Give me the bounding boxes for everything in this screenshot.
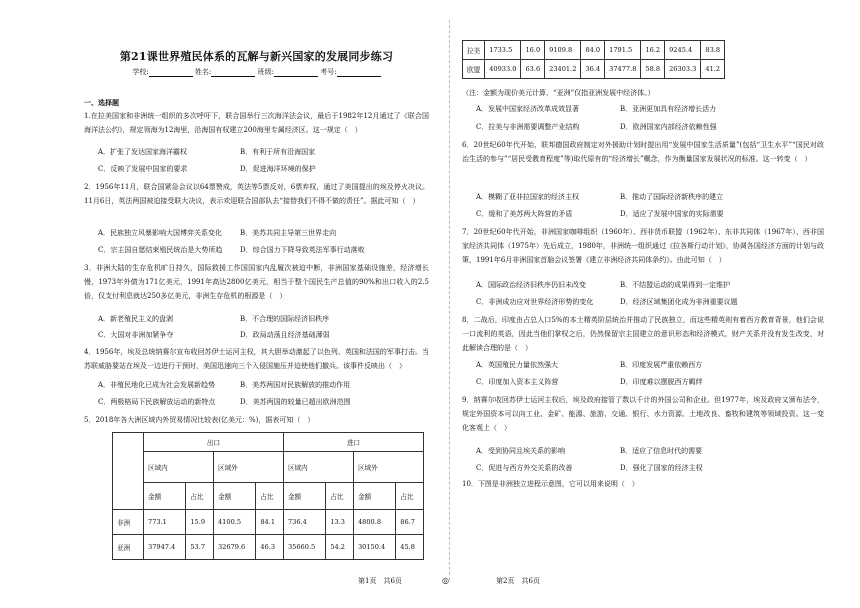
question-10: 10．下图是非洲独立进程示意图，它可以用来说明（ ） bbox=[462, 480, 639, 488]
page-number-right: 第2页 共6页 bbox=[496, 577, 540, 585]
table-row bbox=[113, 510, 424, 535]
class-label: 班级: bbox=[257, 68, 274, 76]
table-cell: 13.3 bbox=[326, 510, 354, 535]
header-import-outer: 区域外 bbox=[353, 452, 423, 483]
class-field[interactable] bbox=[274, 68, 318, 77]
table-note: （注：金额为现价美元计算，“亚洲”仅指亚洲发展中经济体。） bbox=[462, 89, 655, 97]
q6-option-c[interactable]: C．缓和了美苏两大阵营的矛盾 bbox=[476, 210, 573, 218]
page-divider bbox=[449, 20, 450, 580]
q5-option-d[interactable]: D．欧洲国家内部经济依赖性强 bbox=[620, 123, 717, 131]
section-heading: 一、选择题 bbox=[84, 98, 119, 107]
q3-option-c[interactable]: C．大国对非洲加紧争夺 bbox=[98, 331, 174, 339]
q8-option-d[interactable]: D．印度难以摆脱西方羁绊 bbox=[620, 378, 703, 386]
table-cell: 40933.0 bbox=[485, 60, 521, 79]
q1-option-d[interactable]: D．促进海洋环境的保护 bbox=[240, 165, 316, 173]
page-title: 第21课世界殖民体系的瓦解与新兴国家的发展同步练习 bbox=[119, 50, 394, 63]
name-field[interactable] bbox=[211, 68, 255, 77]
q2-option-d[interactable]: D．综合国力下降导致英法军事行动落败 bbox=[240, 246, 365, 254]
header-amount: 金额 bbox=[144, 483, 186, 510]
q7-option-b[interactable]: B．不结盟运动的成果得到一定维护 bbox=[620, 281, 731, 289]
header-amount: 金额 bbox=[213, 483, 255, 510]
table-cell: 1791.5 bbox=[605, 41, 641, 60]
question-3: 3．非洲大陆的生存危机旷日持久，国际救援工作国国家内乱履次被迫中断，非洲国家基础设施差，经济增长慢，1973年外债为171亿美元，1991年高达2800亿美元，相当于整个国民生产总值的90%和出口收入的2.5倍，仅支付利息就达250多亿美元，非洲生存危机的根源是（ ） bbox=[84, 264, 429, 301]
q4-option-d[interactable]: D．美苏两国的较量已超出欧洲范围 bbox=[240, 398, 351, 406]
table-cell: 41.2 bbox=[701, 60, 725, 79]
table-cell: 37477.8 bbox=[605, 60, 641, 79]
question-9: 9．纳赛尔收回苏伊士运河主权后，埃及政府接管了数以千计的外国公司和企业。但1977年，埃及政府又颁布法令，规定外国资本可以向工业、金矿、能源、旅游、交通、银行、水力资源、土地改良、畜牧和建筑等领域投资。这一变化客观上（ ） bbox=[462, 396, 824, 433]
school-label: 学校: bbox=[132, 68, 149, 76]
question-2: 2．1956年11月，联合国紧急会议以64票赞成，英法等5票反对，6票弃权，通过了美国提出的埃及停火决议。11月6日，英法两国被迫接受联大决议，表示欢迎联合国部队去“接替我们不得不做的责任”。据此可知（ ） bbox=[84, 183, 429, 206]
exam-no-label: 考号: bbox=[320, 68, 337, 76]
header-share: 占比 bbox=[256, 483, 284, 510]
q3-option-b[interactable]: B．不合理的国际经济旧秩序 bbox=[240, 315, 330, 323]
table-row bbox=[113, 535, 424, 560]
table-cell: 亚洲 bbox=[113, 535, 144, 560]
table-cell: 拉美 bbox=[463, 41, 485, 60]
table-cell: 86.7 bbox=[396, 510, 424, 535]
name-label: 姓名: bbox=[195, 68, 212, 76]
table-cell: 46.3 bbox=[256, 535, 284, 560]
page-number-left: 第1页 共6页 bbox=[358, 577, 402, 585]
header-import: 进口 bbox=[283, 433, 423, 452]
trade-table bbox=[112, 432, 424, 560]
table-cell: 63.6 bbox=[521, 60, 545, 79]
table-cell: 773.1 bbox=[144, 510, 186, 535]
header-amount: 金额 bbox=[353, 483, 395, 510]
q9-option-a[interactable]: A．受到协同且埃关系的影响 bbox=[476, 447, 566, 455]
table-cell: 26303.3 bbox=[665, 60, 701, 79]
table-cell: 32679.6 bbox=[213, 535, 255, 560]
table-cell: 45.8 bbox=[396, 535, 424, 560]
q7-option-a[interactable]: A．国际政治经济旧秩序仍旧未改变 bbox=[476, 281, 587, 289]
exam-no-field[interactable] bbox=[337, 68, 381, 77]
q4-option-b[interactable]: B．美苏两国对民族解放的推动作用 bbox=[240, 381, 351, 389]
school-field[interactable] bbox=[149, 68, 193, 77]
table-cell: 1733.5 bbox=[485, 41, 521, 60]
q3-option-a[interactable]: A．新老殖民主义的盘剥 bbox=[98, 315, 174, 323]
q3-option-d[interactable]: D．政局动荡且经济基础薄弱 bbox=[240, 331, 330, 339]
q1-option-c[interactable]: C．反映了发展中国家的要求 bbox=[98, 165, 188, 173]
q4-option-c[interactable]: C．两极格局下民族解放运动的新特点 bbox=[98, 398, 216, 406]
student-info bbox=[84, 67, 429, 77]
table-cell: 83.8 bbox=[701, 41, 725, 60]
header-import-inner: 区域内 bbox=[283, 452, 353, 483]
table-cell: 16.0 bbox=[521, 41, 545, 60]
binder-mark: ◎ bbox=[442, 576, 449, 585]
q5-option-b[interactable]: B．亚洲更加具有经济增长活力 bbox=[620, 105, 717, 113]
q5-option-c[interactable]: C．拉美与非洲需要调整产业结构 bbox=[476, 123, 580, 131]
q8-option-c[interactable]: C．印度加入资本主义阵营 bbox=[476, 378, 559, 386]
table-cell: 23401.2 bbox=[545, 60, 581, 79]
table-corner bbox=[113, 433, 144, 510]
table-cell: 36.4 bbox=[581, 60, 605, 79]
q1-option-a[interactable]: A．扩张了发达国家海洋霸权 bbox=[98, 148, 188, 156]
header-export-inner: 区域内 bbox=[144, 452, 214, 483]
header-export: 出口 bbox=[144, 433, 284, 452]
table-cell: 9245.4 bbox=[665, 41, 701, 60]
question-5: 5．2018年各大洲区域内外贸易情况比较表(亿美元：%)，据表可知（ ） bbox=[84, 416, 315, 424]
question-7: 7．20世纪60年代开始，非洲国家咖啡组织（1960年）、西非货币联盟（1962年）、东非共同体（1967年）、西非国家经济共同体（1975年）先后成立，1980年，非洲统一组织通过《拉各斯行动计划》，协调各国经济方面的计划与政策，1991年6月非洲国家首脑会议签署《建立非洲经济共同体条约》。由此可知（ ） bbox=[462, 228, 824, 265]
q4-option-a[interactable]: A．非殖民地化已成为社会发展新趋势 bbox=[98, 381, 216, 389]
table-cell: 非洲 bbox=[113, 510, 144, 535]
question-6: 6．20世纪60年代开始，联邦德国政府制定对外援助计划时提出用“发展中国家生活质量”(包括“卫生水平”“国民对政治生活的参与”“居民受教育程度”等)取代原有的“经济增长”概念，作为衡量国家发展状况的标准。这一转变（ ） bbox=[462, 141, 824, 164]
table-cell: 54.2 bbox=[326, 535, 354, 560]
table-cell: 35660.5 bbox=[283, 535, 325, 560]
q2-option-c[interactable]: C．宗主国自愿结束殖民统治是大势所趋 bbox=[98, 246, 223, 254]
table-cell: 53.7 bbox=[186, 535, 214, 560]
table-cell: 欧盟 bbox=[463, 60, 485, 79]
header-share: 占比 bbox=[326, 483, 354, 510]
table-cell: 30150.4 bbox=[353, 535, 395, 560]
header-share: 占比 bbox=[186, 483, 214, 510]
q6-option-b[interactable]: B．推动了国际经济新秩序的建立 bbox=[620, 193, 724, 201]
table-cell: 58.8 bbox=[641, 60, 665, 79]
table-cell: 9109.8 bbox=[545, 41, 581, 60]
q5-option-a[interactable]: A．发展中国家经济改革成效显著 bbox=[476, 105, 580, 113]
table-cell: 84.0 bbox=[581, 41, 605, 60]
header-share: 占比 bbox=[396, 483, 424, 510]
q9-option-c[interactable]: C．促进与西方外交关系的改善 bbox=[476, 464, 573, 472]
table-row bbox=[463, 41, 725, 60]
table-cell: 16.2 bbox=[641, 41, 665, 60]
question-4: 4．1956年，埃及总统纳赛尔宣布收回苏伊士运河主权，其大胆举动激起了以色列、英国和法国的军事打击。当苏联威胁要站在埃及一边进行干预时，美国迅速向三个入侵国施压并迫使他们撤兵。该事件反映出（ ） bbox=[84, 348, 429, 371]
table-cell: 4100.5 bbox=[213, 510, 255, 535]
table-row bbox=[463, 60, 725, 79]
trade-table-continued bbox=[462, 40, 725, 79]
question-8: 8．二战后，印度由占总人口5%的本土精英阶层统治并推动了民族独立，而这些精英则有着西方教育背景，他们会说一口流利的英语，因此当他们掌权之后，仍然保留宗主国建立的意识形态和经济模式，财产关系并没有发生改变，对此解读合理的是（ ） bbox=[462, 316, 824, 353]
table-cell: 37947.4 bbox=[144, 535, 186, 560]
q6-option-a[interactable]: A．模糊了亚非拉国家的经济主权 bbox=[476, 193, 580, 201]
q7-option-d[interactable]: D．经济区域集团化成为非洲重要议题 bbox=[620, 298, 738, 306]
q8-option-a[interactable]: A．英国殖民力量依然强大 bbox=[476, 361, 559, 369]
q8-option-b[interactable]: B．印度发展严重依赖西方 bbox=[620, 361, 703, 369]
table-cell: 4800.8 bbox=[353, 510, 395, 535]
table-cell: 84.1 bbox=[256, 510, 284, 535]
header-export-outer: 区域外 bbox=[213, 452, 283, 483]
header-amount: 金额 bbox=[283, 483, 325, 510]
q9-option-b[interactable]: B．适应了信息时代的需要 bbox=[620, 447, 703, 455]
q6-option-d[interactable]: D．适应了发展中国家的实际需要 bbox=[620, 210, 724, 218]
q2-option-b[interactable]: B．美苏共同主导第三世界走向 bbox=[240, 229, 337, 237]
table-cell: 736.4 bbox=[283, 510, 325, 535]
question-1: 1.在拉美国家和非洲统一组织的多次呼吁下，联合国举行三次海洋法会议，最后于1982年12月通过了《联合国海洋法公约》，规定领海为12海里，沿海国有权建立200海里专属经济区。这一规定（ ） bbox=[84, 112, 429, 135]
q9-option-d[interactable]: D．强化了国家的经济主权 bbox=[620, 464, 703, 472]
q2-option-a[interactable]: A．民族独立风暴影响大国博弈关系变化 bbox=[98, 229, 223, 237]
q1-option-b[interactable]: B．有利于所有沿海国家 bbox=[240, 148, 316, 156]
q7-option-c[interactable]: C．非洲成功应对世界经济形势的变化 bbox=[476, 298, 594, 306]
table-cell: 15.9 bbox=[186, 510, 214, 535]
